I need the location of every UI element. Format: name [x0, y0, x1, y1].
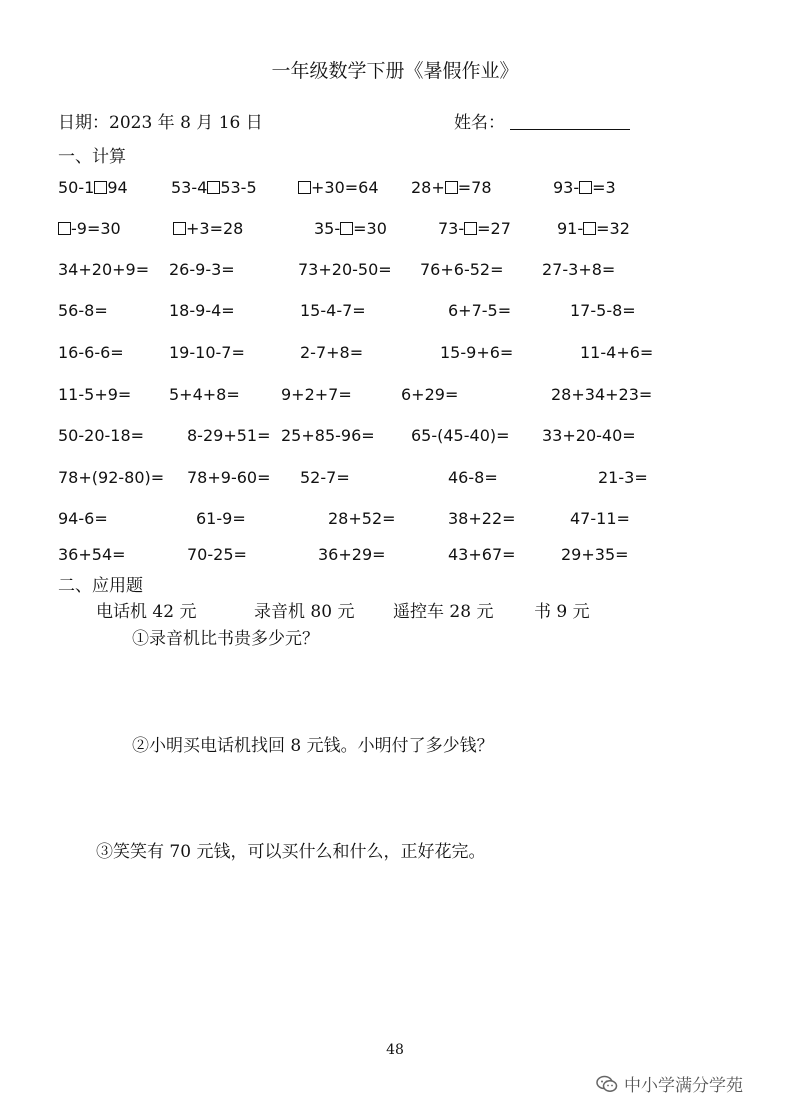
- calc-text: 47-11=: [570, 509, 630, 528]
- calc-problem: [448, 468, 498, 487]
- calc-text: 18-9-4=: [169, 301, 235, 320]
- price-book: 书 9 元: [534, 602, 590, 622]
- calc-text: 35-: [314, 219, 341, 238]
- answer-box: [445, 181, 458, 194]
- answer-box: [94, 181, 107, 194]
- calc-problem: [542, 260, 615, 279]
- answer-box: [583, 222, 596, 235]
- price-phone: 电话机 42 元: [96, 602, 197, 622]
- calc-problem: [58, 468, 164, 487]
- calc-problem: [58, 219, 121, 238]
- calc-problem: [298, 178, 379, 197]
- calc-problem: [411, 426, 510, 445]
- calc-problem: [328, 509, 396, 528]
- calc-problem: [58, 178, 128, 197]
- price-remote-car: 遥控车 28 元: [393, 602, 494, 622]
- calc-text: 78+9-60=: [187, 468, 271, 487]
- calc-text: 27-3+8=: [542, 260, 616, 279]
- calc-problem: [169, 343, 245, 362]
- calc-problem: [300, 343, 363, 362]
- calc-problem: [298, 260, 392, 279]
- calc-text: 46-8=: [448, 468, 498, 487]
- calc-problem: [420, 260, 503, 279]
- calc-problem: [557, 219, 630, 238]
- calc-text: 70-25=: [187, 545, 247, 564]
- calc-problem: [570, 301, 636, 320]
- calc-problem: [58, 509, 108, 528]
- calc-problem: [169, 385, 240, 404]
- calc-text: 73-: [438, 219, 465, 238]
- name-blank-line: [510, 129, 630, 130]
- watermark-text: 中小学满分学苑: [624, 1076, 743, 1096]
- answer-box: [579, 181, 592, 194]
- question-2: ②小明买电话机找回 8 元钱。小明付了多少钱？: [132, 736, 494, 756]
- calc-text: 52-7=: [300, 468, 350, 487]
- calc-text: 8-29+51=: [187, 426, 271, 445]
- date-label: 日期：2023 年 8 月 16 日: [58, 113, 263, 133]
- calc-text: 53-4: [171, 178, 208, 197]
- calc-problem: [553, 178, 616, 197]
- calc-text: 50-1: [58, 178, 95, 197]
- calc-text: 26-9-3=: [169, 260, 235, 279]
- calc-text: 94: [107, 178, 128, 197]
- calc-text: 91-: [557, 219, 584, 238]
- calc-text: 9+2+7=: [281, 385, 352, 404]
- calc-problem: [580, 343, 653, 362]
- calc-problem: [438, 219, 511, 238]
- page-title: 一年级数学下册《暑假作业》: [271, 60, 519, 82]
- calc-text: 11-5+9=: [58, 385, 132, 404]
- calc-text: +3=28: [186, 219, 244, 238]
- calc-problem: [318, 545, 386, 564]
- question-3: ③笑笑有 70 元钱，可以买什么和什么，正好花完。: [96, 842, 486, 862]
- calc-text: 73+20-50=: [298, 260, 392, 279]
- calc-problem: [570, 509, 630, 528]
- calc-problem: [300, 301, 366, 320]
- section-calc-heading: 一、计算: [58, 147, 126, 167]
- calc-problem: [281, 385, 352, 404]
- calc-text: 11-4+6=: [580, 343, 654, 362]
- answer-box: [464, 222, 477, 235]
- calc-text: =3: [592, 178, 616, 197]
- calc-problem: [401, 385, 458, 404]
- calc-problem: [58, 385, 131, 404]
- calc-text: 16-6-6=: [58, 343, 124, 362]
- calc-text: 34+20+9=: [58, 260, 150, 279]
- calc-problem: [171, 178, 257, 197]
- calc-text: 25+85-96=: [281, 426, 375, 445]
- calc-problem: [169, 301, 235, 320]
- question-1: ①录音机比书贵多少元？: [132, 629, 319, 649]
- calc-problem: [448, 509, 516, 528]
- calc-problem: [58, 301, 108, 320]
- calc-problem: [187, 468, 270, 487]
- calc-problem: [58, 260, 149, 279]
- calc-text: +30=64: [311, 178, 379, 197]
- calc-text: 33+20-40=: [542, 426, 636, 445]
- calc-text: 19-10-7=: [169, 343, 245, 362]
- page-number: 48: [386, 1042, 404, 1058]
- wechat-icon: [596, 1075, 618, 1093]
- calc-problem: [300, 468, 350, 487]
- calc-text: =32: [596, 219, 630, 238]
- calc-text: 36+29=: [318, 545, 386, 564]
- calc-text: 29+35=: [561, 545, 629, 564]
- section-word-problems-heading: 二、应用题: [58, 576, 143, 596]
- calc-text: 21-3=: [598, 468, 648, 487]
- calc-text: 50-20-18=: [58, 426, 145, 445]
- calc-text: 6+29=: [401, 385, 459, 404]
- calc-text: 61-9=: [196, 509, 246, 528]
- calc-text: 93-: [553, 178, 580, 197]
- answer-box: [58, 222, 71, 235]
- calc-text: 76+6-52=: [420, 260, 504, 279]
- calc-text: 43+67=: [448, 545, 516, 564]
- calc-text: 78+(92-80)=: [58, 468, 165, 487]
- calc-text: 15-9+6=: [440, 343, 514, 362]
- calc-problem: [281, 426, 375, 445]
- calc-text: 56-8=: [58, 301, 108, 320]
- calc-problem: [551, 385, 652, 404]
- answer-box: [173, 222, 186, 235]
- answer-box: [207, 181, 220, 194]
- calc-problem: [598, 468, 648, 487]
- calc-problem: [448, 301, 511, 320]
- calc-problem: [58, 426, 144, 445]
- calc-problem: [187, 545, 247, 564]
- calc-problem: [187, 426, 270, 445]
- calc-problem: [440, 343, 513, 362]
- calc-text: 28+52=: [328, 509, 396, 528]
- calc-text: =78: [457, 178, 492, 197]
- calc-text: 2-7+8=: [300, 343, 364, 362]
- calc-problem: [542, 426, 636, 445]
- calc-text: 38+22=: [448, 509, 516, 528]
- calc-text: 6+7-5=: [448, 301, 512, 320]
- calc-text: 15-4-7=: [300, 301, 366, 320]
- calc-text: 5+4+8=: [169, 385, 240, 404]
- calc-text: 28+34+23=: [551, 385, 653, 404]
- calc-text: 65-(45-40)=: [411, 426, 510, 445]
- calc-problem: [196, 509, 246, 528]
- calc-text: =30: [353, 219, 387, 238]
- calc-text: -9=30: [71, 219, 121, 238]
- calc-problem: [561, 545, 629, 564]
- calc-text: 94-6=: [58, 509, 108, 528]
- calc-problem: [314, 219, 387, 238]
- calc-problem: [58, 343, 124, 362]
- answer-box: [340, 222, 353, 235]
- watermark: [596, 1071, 743, 1096]
- calc-text: 36+54=: [58, 545, 126, 564]
- calc-problem: [411, 178, 492, 197]
- answer-box: [298, 181, 311, 194]
- price-recorder: 录音机 80 元: [254, 602, 355, 622]
- calc-problem: [448, 545, 516, 564]
- calc-problem: [173, 219, 243, 238]
- calc-text: 53-5: [220, 178, 257, 197]
- calc-problem: [58, 545, 126, 564]
- calc-text: 28+: [411, 178, 445, 197]
- calc-text: 17-5-8=: [570, 301, 636, 320]
- calc-problem: [169, 260, 235, 279]
- calc-text: =27: [477, 219, 511, 238]
- name-label: 姓名：: [454, 113, 505, 133]
